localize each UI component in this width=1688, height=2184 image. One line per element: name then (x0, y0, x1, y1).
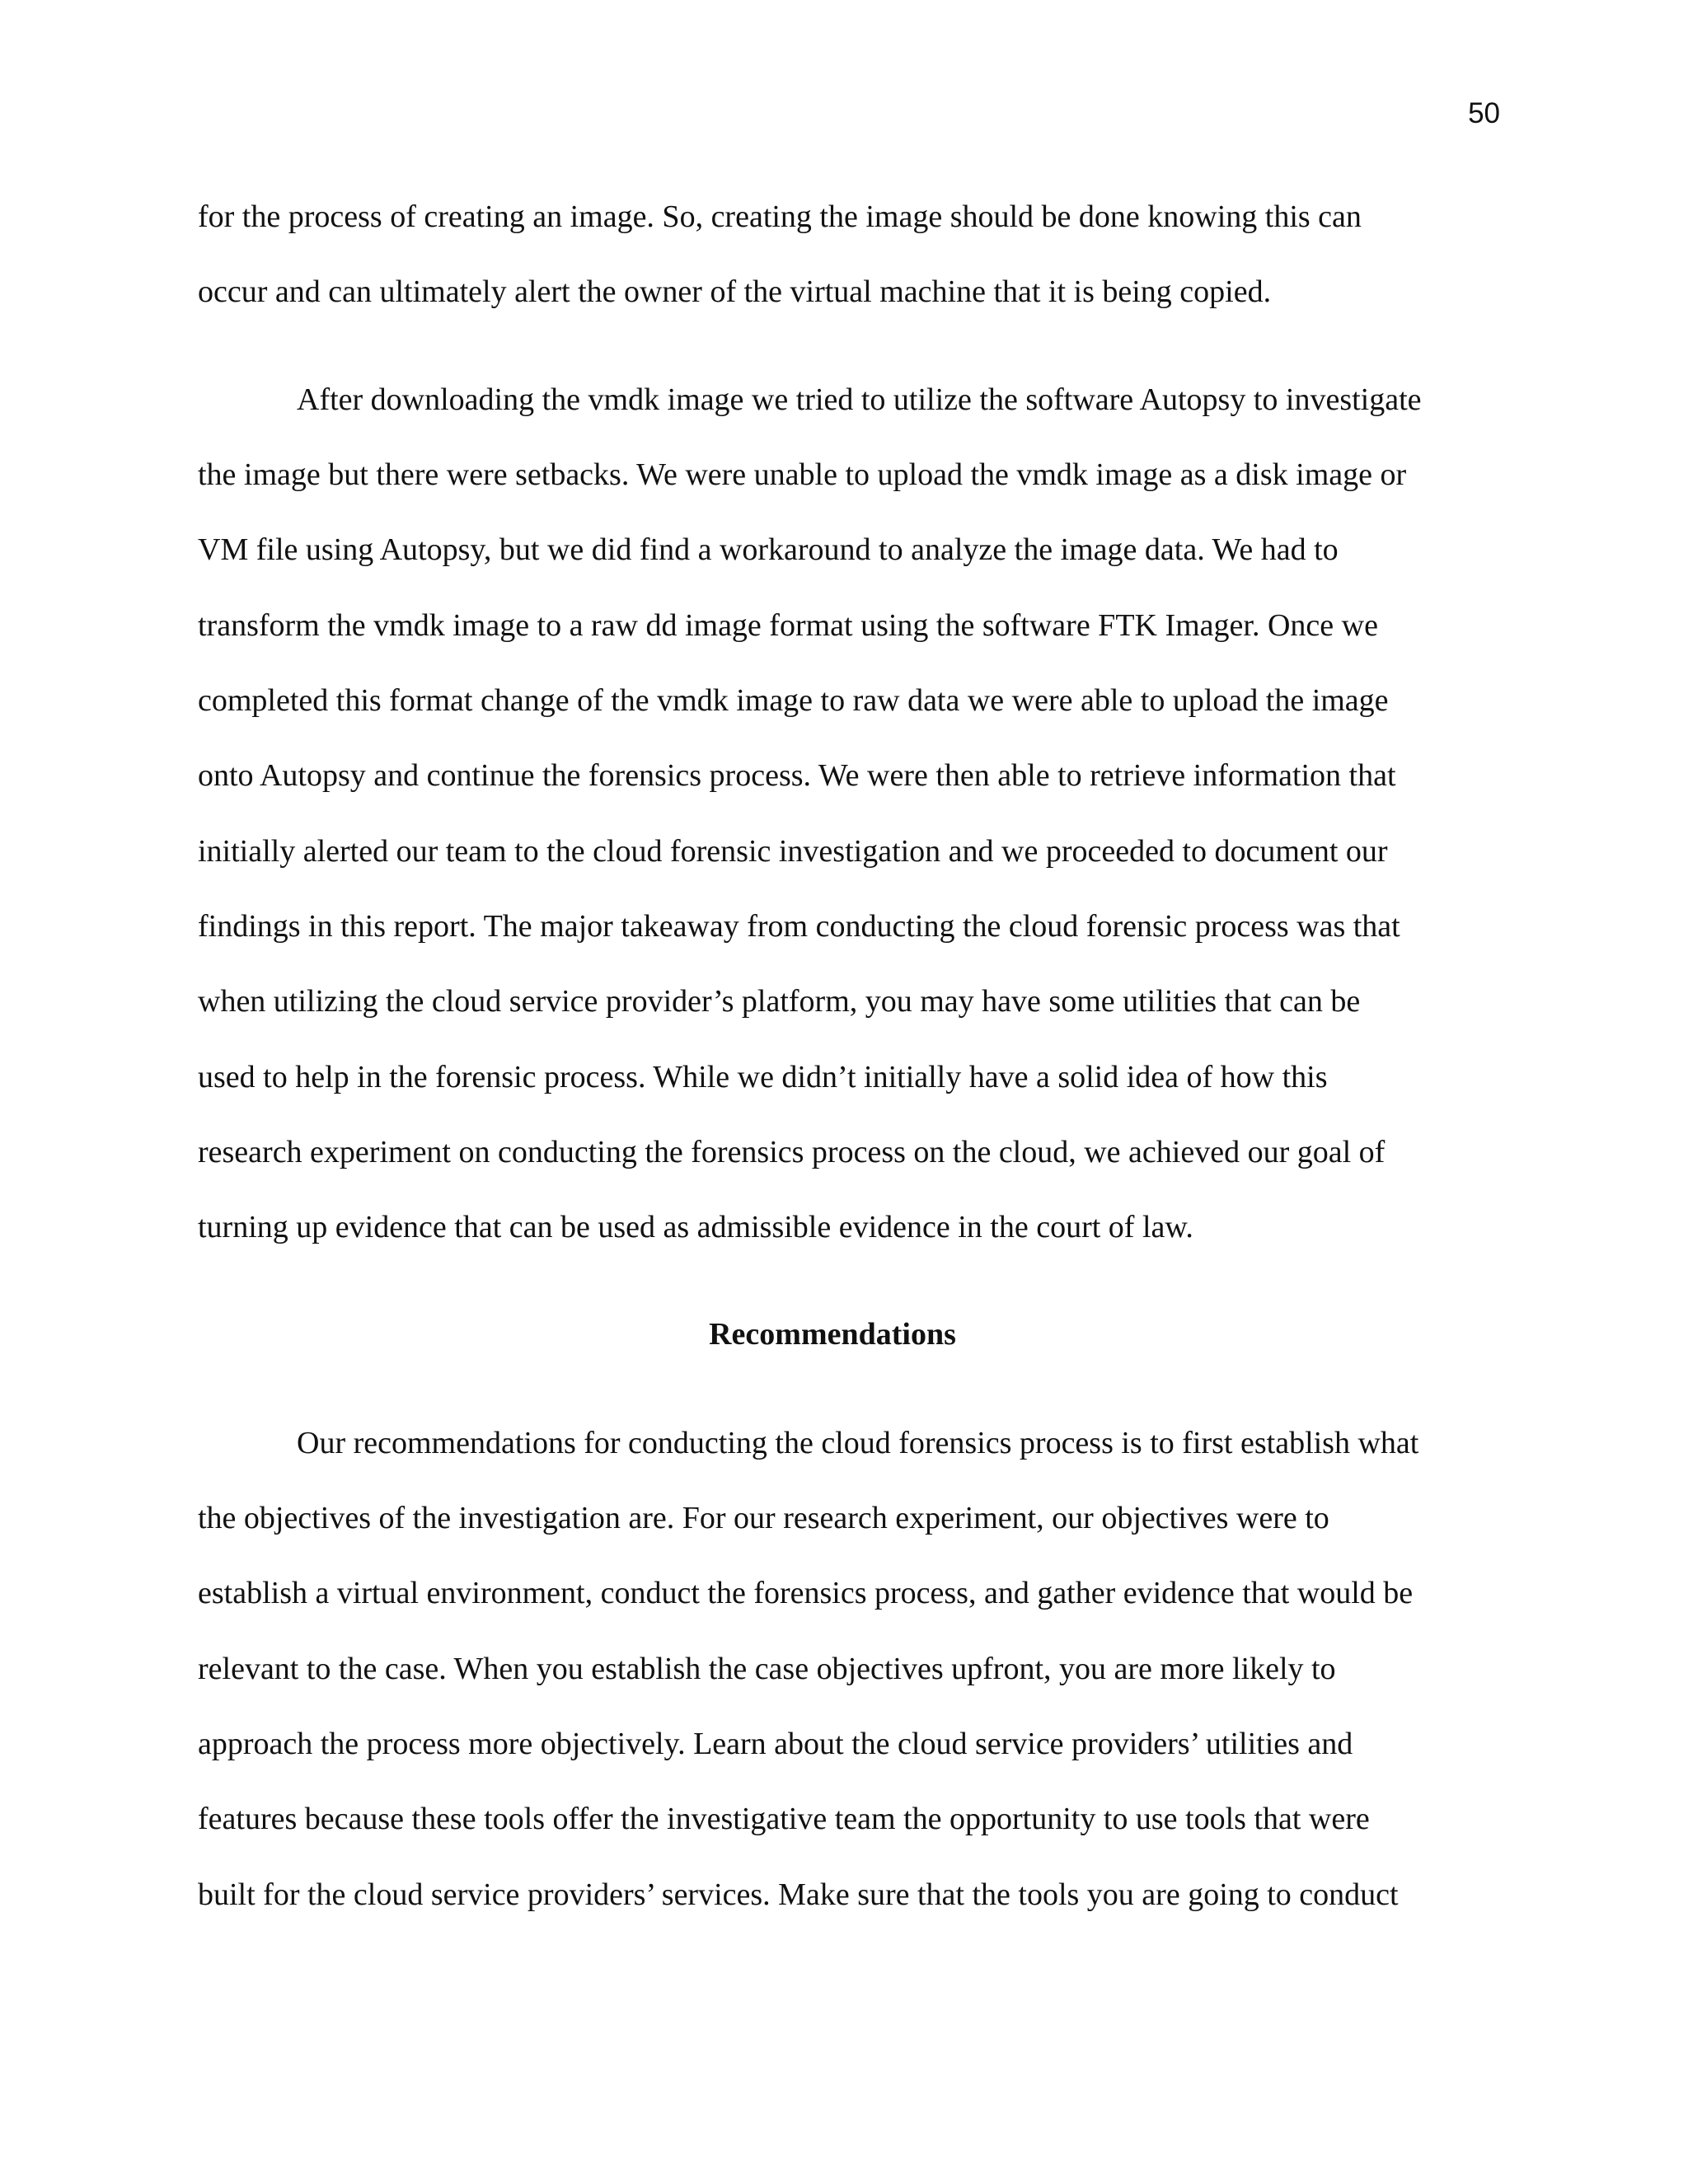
text-line: features because these tools offer the investigative team the opportunity to use tools that were (198, 1802, 1370, 1836)
text-line: findings in this report. The major takeaway from conducting the cloud forensic process was that (198, 909, 1400, 944)
text-line: built for the cloud service providers’ services. Make sure that the tools you are going to conduct (198, 1877, 1399, 1912)
page-number: 50 (1468, 97, 1500, 129)
text-line: Our recommendations for conducting the cloud forensics process is to first establish what (297, 1426, 1419, 1460)
text-line: the objectives of the investigation are. For our research experiment, our objectives were to (198, 1501, 1329, 1535)
text-line: establish a virtual environment, conduct the forensics process, and gather evidence that would be (198, 1576, 1414, 1610)
text-line: used to help in the forensic process. While we didn’t initially have a solid idea of how this (198, 1060, 1328, 1094)
text-line: the image but there were setbacks. We were unable to upload the vmdk image as a disk image or (198, 457, 1407, 492)
section-heading: Recommendations (709, 1317, 956, 1352)
paragraph-vmdk-analysis (198, 381, 1500, 1254)
text-line: occur and can ultimately alert the owner of the virtual machine that it is being copied. (198, 274, 1272, 309)
text-line: initially alerted our team to the cloud forensic investigation and we proceeded to document our (198, 834, 1388, 869)
text-line: VM file using Autopsy, but we did find a workaround to analyze the image data. We had to (198, 532, 1339, 567)
text-line: turning up evidence that can be used as admissible evidence in the court of law. (198, 1210, 1193, 1244)
text-line: After downloading the vmdk image we tried to utilize the software Autopsy to investigate (297, 382, 1422, 417)
text-line: completed this format change of the vmdk image to raw data we were able to upload the image (198, 683, 1389, 718)
text-line: research experiment on conducting the forensics process on the cloud, we achieved our goal of (198, 1135, 1386, 1169)
text-line: when utilizing the cloud service provider’s platform, you may have some utilities that can be (198, 984, 1361, 1019)
paragraph-continuation (198, 198, 1500, 309)
text-line: for the process of creating an image. So, creating the image should be done knowing this can (198, 199, 1362, 234)
paragraph-recommendations (198, 1424, 1500, 1919)
text-line: transform the vmdk image to a raw dd image format using the software FTK Imager. Once we (198, 608, 1378, 643)
text-line: relevant to the case. When you establish the case objectives upfront, you are more likely to (198, 1652, 1336, 1686)
text-line: approach the process more objectively. Learn about the cloud service providers’ utilities and (198, 1727, 1353, 1761)
text-line: onto Autopsy and continue the forensics process. We were then able to retrieve information that (198, 758, 1396, 793)
